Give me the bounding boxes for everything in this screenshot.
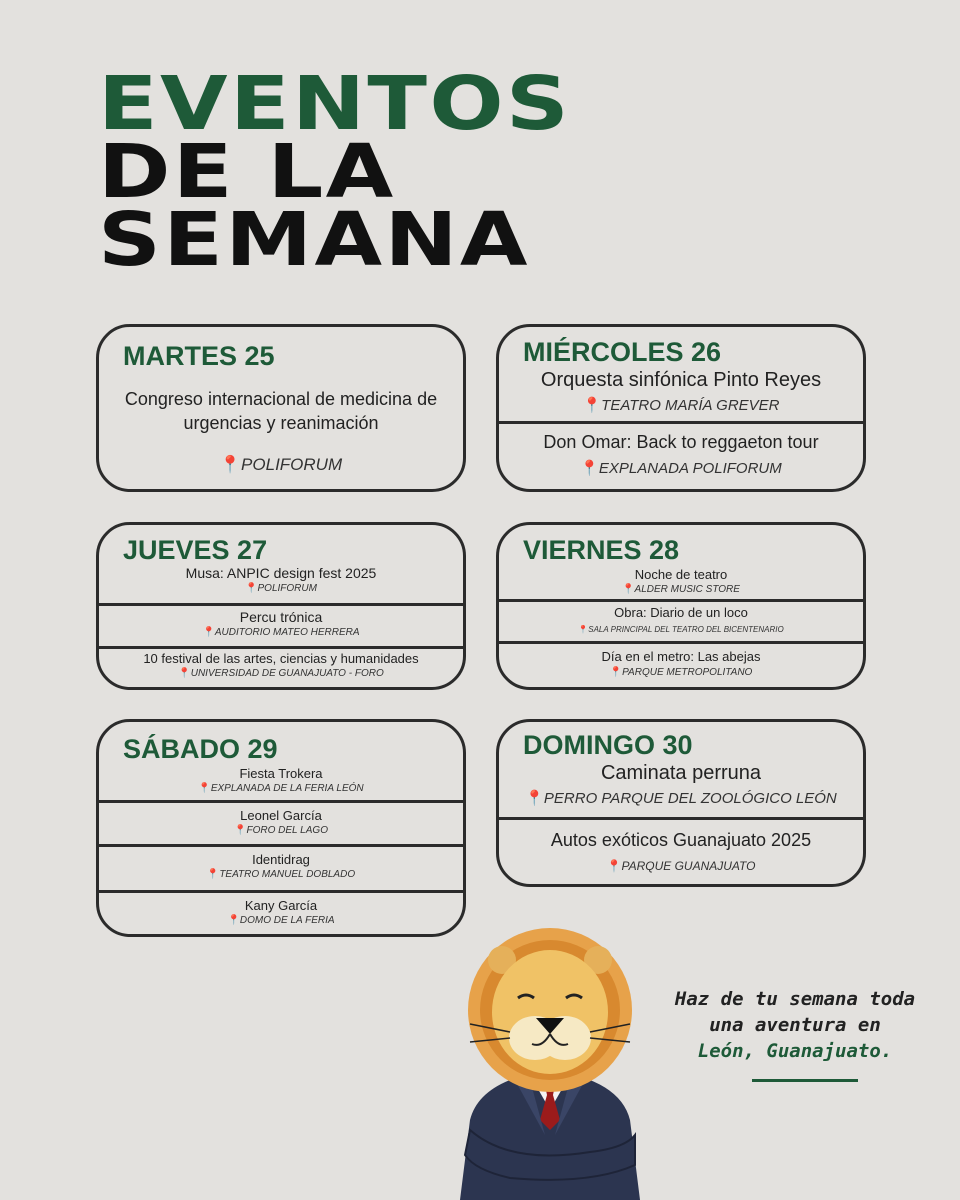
pin-icon: 📍: [580, 460, 599, 477]
location-text: EXPLANADA DE LA FERIA LEÓN: [210, 783, 364, 794]
divider: [499, 641, 863, 644]
day-label: MIÉRCOLES 26: [523, 337, 722, 367]
divider: [99, 890, 463, 893]
day-label: JUEVES 27: [123, 535, 268, 565]
pin-icon: 📍: [178, 668, 191, 679]
pin-icon: 📍: [234, 825, 247, 836]
location-text: TEATRO MARÍA GREVER: [601, 397, 780, 414]
event-name: Fiesta Trokera: [239, 766, 323, 781]
title-line-2: DE LA: [98, 129, 396, 215]
pin-icon: 📍: [578, 625, 589, 634]
location-text: PERRO PARQUE DEL ZOOLÓGICO LEÓN: [543, 790, 837, 807]
event-item: [499, 605, 863, 634]
pin-icon: 📍: [245, 583, 258, 594]
tagline-underline: [752, 1079, 858, 1082]
day-label: MARTES 25: [123, 341, 275, 371]
pin-icon: 📍: [202, 627, 215, 638]
event-name: Percu trónica: [239, 609, 323, 625]
pin-icon: 📍: [206, 869, 220, 880]
location-text: SALA PRINCIPAL DEL TEATRO DEL BICENTENARIO: [588, 625, 784, 634]
event-item: [99, 609, 463, 638]
page-title: [98, 61, 572, 283]
day-card-viernes: [496, 522, 866, 690]
event-name: Noche de teatro: [634, 567, 728, 582]
event-name: Don Omar: Back to reggaeton tour: [543, 432, 819, 452]
event-item: [499, 830, 863, 873]
pin-icon: 📍: [198, 783, 211, 794]
divider: [99, 646, 463, 649]
pin-icon: 📍: [227, 915, 240, 926]
location-text: PARQUE METROPOLITANO: [622, 667, 753, 678]
pin-icon: 📍: [622, 584, 635, 595]
event-item: [499, 567, 863, 595]
title-line-1: EVENTOS: [98, 61, 572, 147]
event-name: Identidrag: [252, 852, 310, 867]
event-item: [499, 369, 863, 414]
event-location: [99, 455, 463, 475]
event-item: [99, 387, 463, 435]
title-line-3: SEMANA: [98, 197, 530, 283]
event-item: [499, 432, 863, 477]
event-name: Orquesta sinfónica Pinto Reyes: [540, 369, 822, 391]
day-label: VIERNES 28: [523, 535, 680, 565]
day-card-sabado: [96, 719, 466, 937]
tagline-line-1: Haz de tu semana toda: [674, 988, 916, 1010]
day-label: DOMINGO 30: [523, 730, 693, 760]
event-item: [99, 565, 463, 594]
day-card-jueves: [96, 522, 466, 690]
day-card-miercoles: [496, 324, 866, 492]
location-text: UNIVERSIDAD DE GUANAJUATO - FORO: [190, 668, 384, 679]
location-text: TEATRO MANUEL DOBLADO: [219, 869, 356, 880]
location-text: FORO DEL LAGO: [246, 825, 328, 836]
location-text: POLIFORUM: [241, 455, 343, 474]
tagline-line-3: León, Guanajuato.: [697, 1040, 893, 1062]
event-item: [499, 762, 863, 807]
pin-icon: 📍: [219, 455, 242, 474]
divider: [499, 599, 863, 602]
event-name: Kany García: [244, 898, 318, 913]
day-card-martes: [96, 324, 466, 492]
location-text: EXPLANADA POLIFORUM: [598, 460, 782, 477]
event-item: [99, 651, 463, 679]
event-name: Musa: ANPIC design fest 2025: [185, 565, 377, 581]
location-text: ALDER MUSIC STORE: [634, 584, 740, 595]
pin-icon: 📍: [606, 859, 622, 873]
event-item: [99, 852, 463, 880]
event-item: [499, 649, 863, 678]
event-item: [99, 898, 463, 926]
event-name: Autos exóticos Guanajuato 2025: [550, 830, 812, 850]
divider: [99, 603, 463, 606]
event-name: Leonel García: [240, 808, 322, 823]
location-text: POLIFORUM: [257, 583, 317, 594]
event-name: Congreso internacional de medicina de urgencias y reanimación: [124, 389, 438, 433]
pin-icon: 📍: [525, 790, 544, 807]
event-name: Obra: Diario de un loco: [614, 605, 748, 620]
event-item: [99, 808, 463, 836]
location-text: DOMO DE LA FERIA: [239, 915, 335, 926]
tagline: [640, 986, 950, 1064]
event-name: Día en el metro: Las abejas: [601, 649, 761, 664]
pin-icon: 📍: [609, 667, 623, 678]
event-name: 10 festival de las artes, ciencias y humanidades: [143, 651, 419, 666]
pin-icon: 📍: [582, 397, 602, 414]
lion-mascot-icon: [440, 920, 660, 1200]
event-name: Caminata perruna: [600, 762, 762, 784]
divider: [499, 421, 863, 424]
event-item: [99, 766, 463, 794]
divider: [99, 844, 463, 847]
day-card-domingo: [496, 719, 866, 887]
tagline-line-2: una aventura en: [709, 1014, 881, 1036]
location-text: AUDITORIO MATEO HERRERA: [214, 627, 360, 638]
divider: [499, 817, 863, 820]
day-label: SÁBADO 29: [123, 734, 278, 764]
divider: [99, 800, 463, 803]
location-text: PARQUE GUANAJUATO: [621, 859, 756, 873]
